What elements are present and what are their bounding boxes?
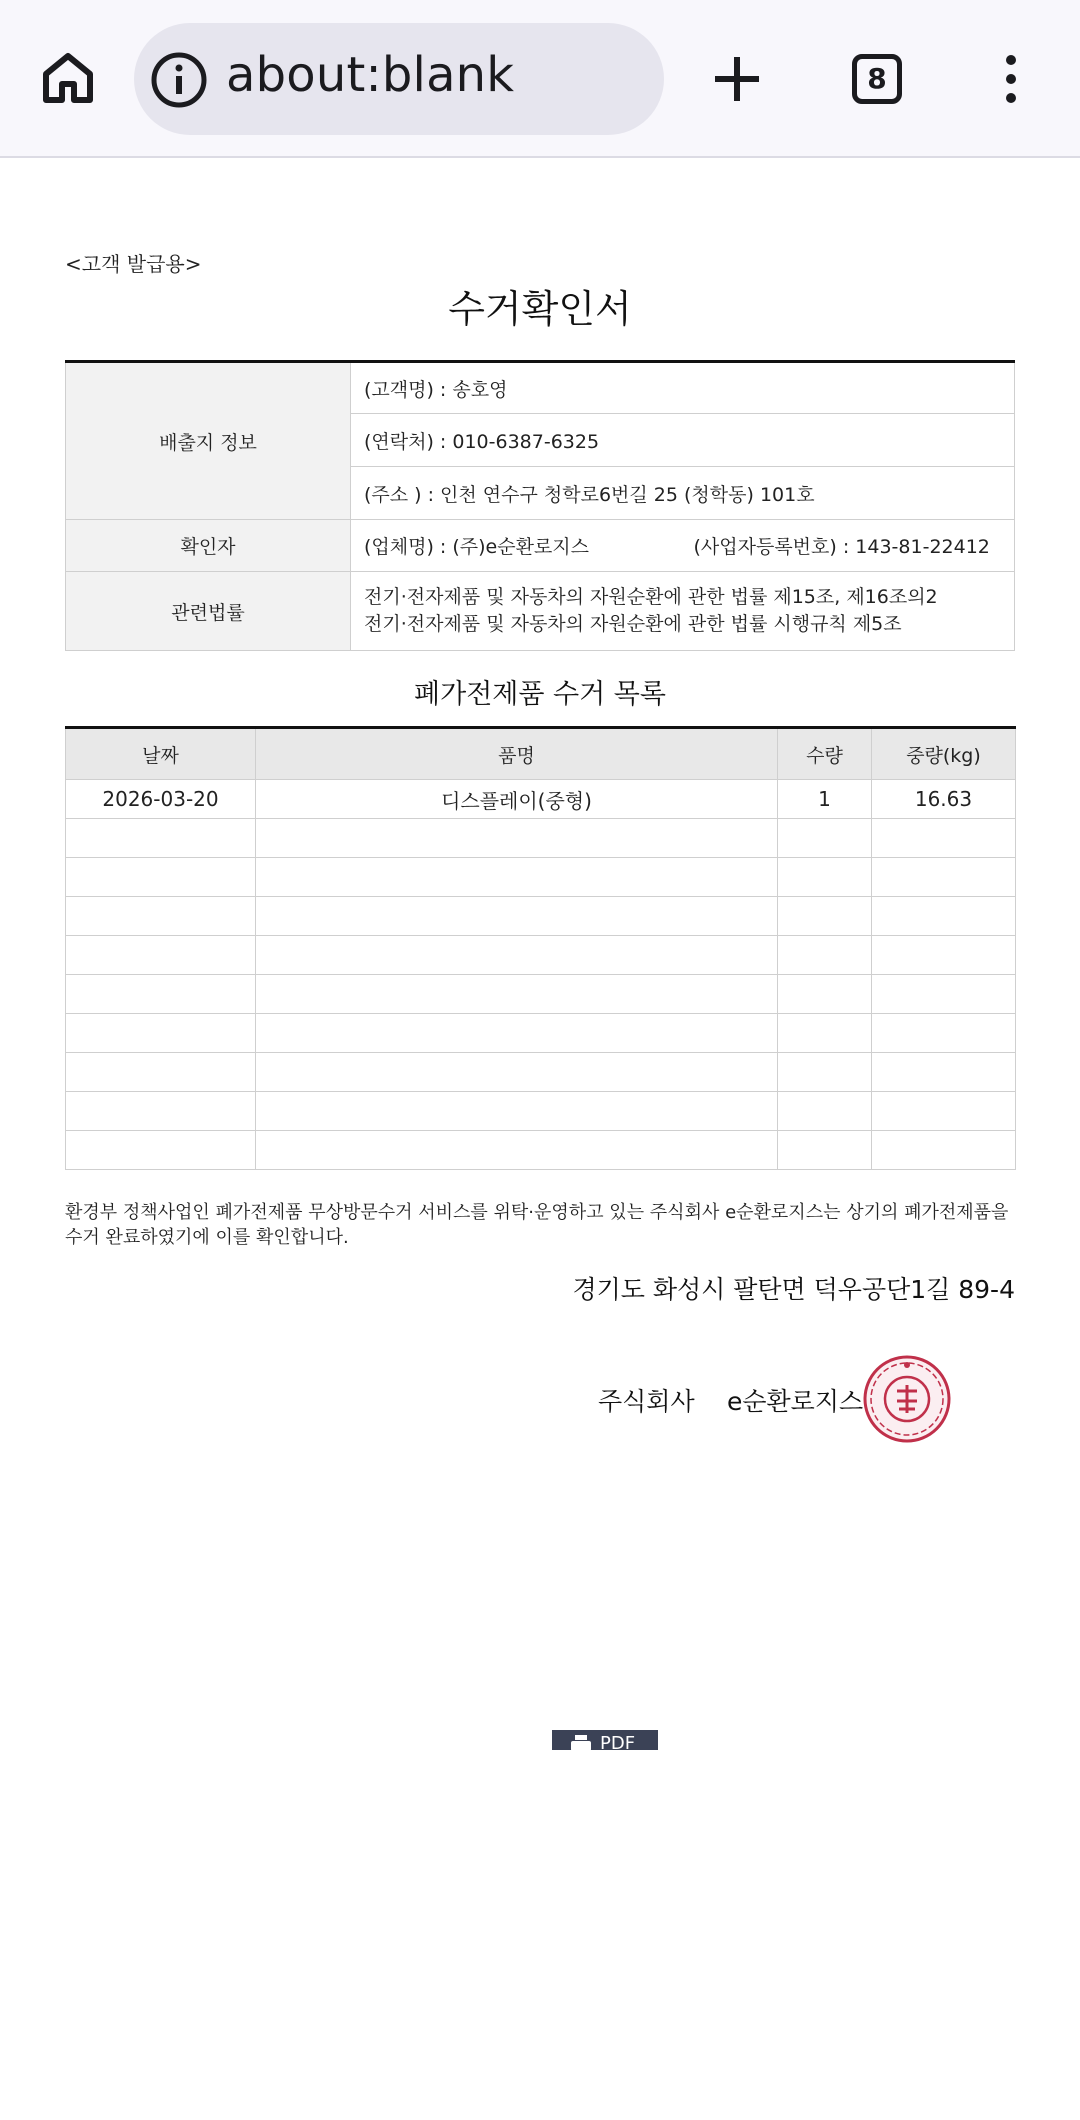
cell-qty [778,897,872,936]
cell-item [256,1131,778,1170]
cell-item [256,1053,778,1092]
cell-weight [872,1092,1016,1131]
plus-icon[interactable] [712,54,762,104]
company-address: 경기도 화성시 팔탄면 덕우공단1길 89-4 [572,1275,1015,1304]
cell-weight [872,897,1016,936]
cell-weight [872,819,1016,858]
confirmer-label: 확인자 [66,520,351,572]
table-row [66,1053,1016,1092]
cell-item [256,1092,778,1131]
cell-item [256,936,778,975]
column-header-weight: 중량(kg) [872,728,1016,780]
collection-list-table [65,726,1016,1170]
cell-date [66,1092,256,1131]
law-label: 관련법률 [66,572,351,651]
cell-date [66,1131,256,1170]
cell-weight [872,1131,1016,1170]
page-title: 수거확인서 [448,287,632,331]
issue-label: <고객 발급용> [65,252,202,276]
table-row [66,819,1016,858]
table-row [66,858,1016,897]
table-row [66,897,1016,936]
table-row [66,1014,1016,1053]
discharge-label: 배출지 정보 [66,362,351,520]
cell-qty [778,1092,872,1131]
more-vert-icon[interactable] [1003,54,1019,104]
column-header-qty: 수량 [778,728,872,780]
cell-date [66,1053,256,1092]
cell-date [66,1014,256,1053]
cell-qty [778,858,872,897]
confirmation-notice: 환경부 정책사업인 폐가전제품 무상방문수거 서비스를 위탁·운영하고 있는 주식회사 e순환로지스는 상기의 폐가전제품을 수거 완료하였기에 이를 확인합니다. [65,1202,1009,1248]
cell-weight [872,975,1016,1014]
law-line-2: 전기·전자제품 및 자동차의 자원순환에 관한 법률 시행규칙 제5조 [364,613,902,635]
table-row [66,936,1016,975]
cell-qty [778,936,872,975]
cell-weight [872,936,1016,975]
home-icon[interactable] [38,48,98,108]
company-seal-icon [863,1355,951,1443]
cell-item: 디스플레이(중형) [256,780,778,819]
cell-item [256,1014,778,1053]
column-header-date: 날짜 [66,728,256,780]
company-field: (업체명) : (주)e순환로지스 [364,536,590,558]
column-header-item: 품명 [256,728,778,780]
tabs-icon[interactable]: 8 [852,54,902,104]
cell-weight [872,1014,1016,1053]
cell-qty [778,975,872,1014]
list-title: 폐가전제품 수거 목록 [414,679,666,710]
cell-weight: 16.63 [872,780,1016,819]
pdf-button-label: PDF [600,1733,636,1750]
browser-toolbar [0,0,1080,158]
customer-name: (고객명) : 송호영 [351,362,1015,414]
cell-qty: 1 [778,780,872,819]
customer-address: (주소 ) : 인천 연수구 청학로6번길 25 (청학동) 101호 [351,467,1015,520]
cell-item [256,858,778,897]
cell-date [66,975,256,1014]
url-text[interactable]: about:blank [226,47,515,103]
cell-date [66,897,256,936]
cell-qty [778,1131,872,1170]
cell-date [66,858,256,897]
table-row [66,975,1016,1014]
cell-item [256,897,778,936]
cell-item [256,819,778,858]
info-icon[interactable] [150,51,208,109]
cell-item [256,975,778,1014]
business-number: (사업자등록번호) : 143-81-22412 [693,536,990,558]
law-text [351,572,1015,651]
cell-qty [778,1014,872,1053]
law-line-1: 전기·전자제품 및 자동차의 자원순환에 관한 법률 제15조, 제16조의2 [364,586,938,608]
table-row [66,780,1016,819]
cell-date [66,936,256,975]
table-row [66,1092,1016,1131]
company-prefix: 주식회사 [598,1387,695,1416]
table-row [66,1131,1016,1170]
cell-weight [872,1053,1016,1092]
cell-weight [872,858,1016,897]
cell-qty [778,819,872,858]
info-table [65,360,1015,651]
confirmer-info [351,520,1015,572]
customer-contact: (연락처) : 010-6387-6325 [351,414,1015,467]
cell-date: 2026-03-20 [66,780,256,819]
print-icon [571,1735,591,1750]
cell-date [66,819,256,858]
cell-qty [778,1053,872,1092]
company-name: e순환로지스 [727,1387,864,1416]
pdf-button[interactable] [552,1730,658,1750]
address-bar[interactable] [134,23,664,135]
